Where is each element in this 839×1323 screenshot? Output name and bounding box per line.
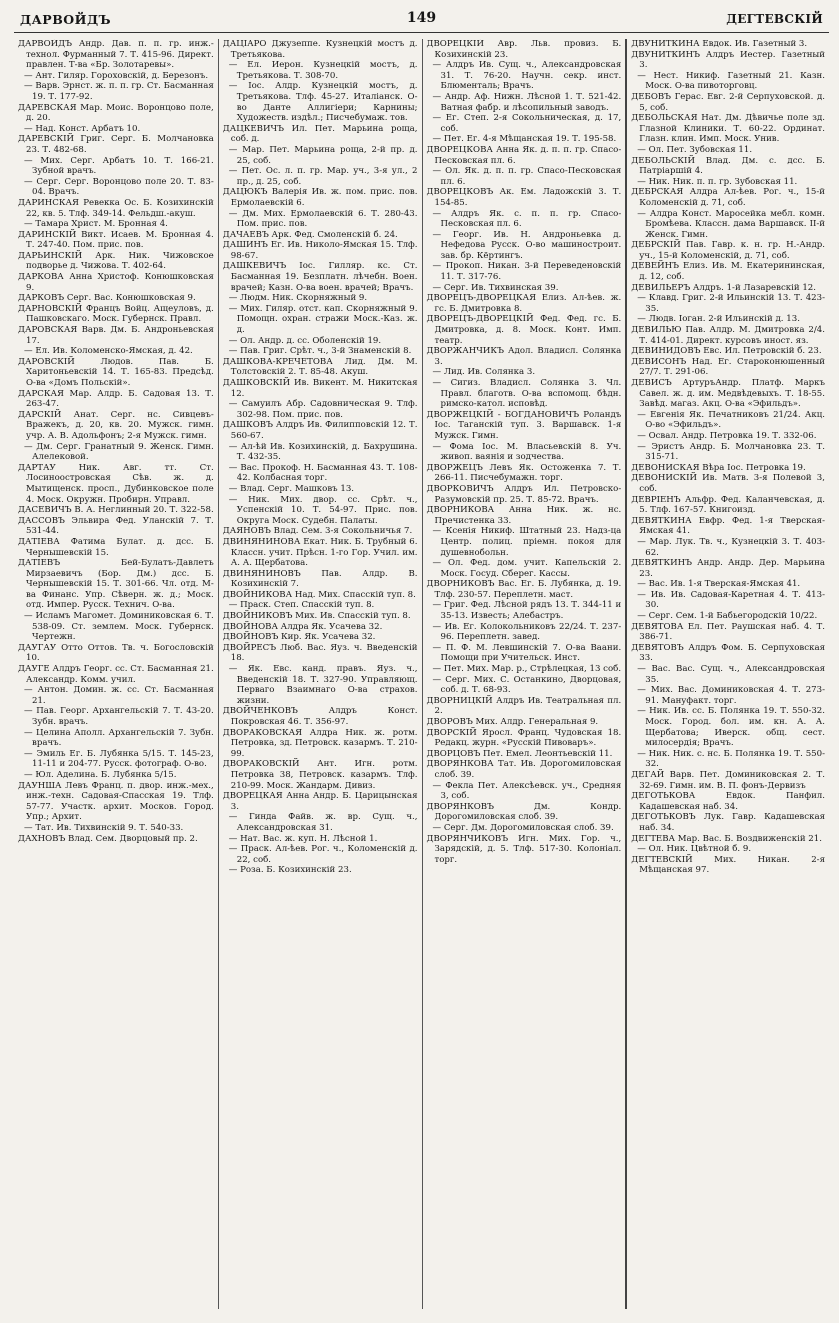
directory-entry: — Пет. Ос. л. п. гр. Мар. уч., 3-я ул., 2 пр., д. 25, соб. xyxy=(228,166,418,187)
directory-entry: ДЕГТЕВА Мар. Вас. Б. Воздвиженскій 21. xyxy=(631,833,822,844)
directory-entry: ДАЦІАРО Джузеппе. Кузнецкій мостъ д. Третьякова. xyxy=(222,39,418,60)
directory-entry: ДАРЕВСКАЯ Мар. Моис. Воронцово поле, д. 20. xyxy=(18,102,214,124)
directory-entry: ДВОРЖЕЦКІЙ - БОГДАНОВИЧЪ Роландъ Іос. Таганскій туп. 3. Варшавск. 1-я Мужск. Гимн. xyxy=(426,409,622,441)
directory-entry: ДАРСКАЯ Мар. Алдр. Б. Садовая 13. Т. 263-47. xyxy=(18,388,214,410)
directory-entry: — Мар. Пет. Марьина роща, 2-й пр. д. 25, соб. xyxy=(228,144,418,166)
directory-entry: ДВОРЕЦЪ-ДВОРЕЦКІЙ Фед. Фед. гс. Б. Дмитровка, д. 8. Моск. Конт. Имп. театр. xyxy=(426,314,622,346)
directory-entry: — Вас. Ив. 1-я Тверская-Ямская 41. xyxy=(637,579,801,590)
directory-entry: ДВОРЕЦКОВА Анна Як. д. п. п. гр. Спасо-Песковская пл. 6. xyxy=(426,144,622,166)
directory-entry: ДАРНОВСКІЙ Францъ Войц. Ащеуловъ, д. Пашковскаго. Моск. Губернск. Правл. xyxy=(18,303,214,325)
directory-entry: ДАШКЕВИЧЪ Іос. Гилляр. кс. Ст. Басманная 19. Безплатн. лѣчебн. Воен. врачей; Казн. О-ва воен. врачей; Врачъ. xyxy=(222,261,418,293)
directory-entry: — Мих. Гиляр. отст. кап. Скорняжный 9. Помощн. охран. стражи Моск.-Каз. ж. д. xyxy=(228,303,418,336)
directory-entry: ДАУГАУ Отто Оттов. Тв. ч. Богословскій 10. xyxy=(18,642,214,664)
directory-entry: — Серг. Ив. Тихвинская 39. xyxy=(432,282,559,293)
directory-entry: ДЕВЯТКИНА Евфр. Фед. 1-я Тверская-Ямская 41. xyxy=(631,515,825,537)
directory-entry: — Нест. Никиф. Газетный 21. Казн. Моск. О-ва пивоторговц. xyxy=(637,70,825,92)
directory-entry: — Серг. Серг. Воронцово поле 20. Т. 83-04. Врачъ. xyxy=(24,176,214,198)
directory-entry: ДВОРКОВИЧЪ Алдръ Ил. Петровско-Разумовскій пр. 25. Т. 85-72. Врачъ. xyxy=(426,483,622,505)
directory-entry: ДАЦЮКЪ Валерія Ив. ж. пом. прис. пов. Ермолаевскій 6. xyxy=(222,187,418,208)
directory-entry: ДАРОВСКАЯ Варв. Дм. Б. Андроньевская 17. xyxy=(18,325,214,346)
directory-entry: ДВОРЯНКОВА Тат. Ив. Дорогомиловская слоб. 39. xyxy=(426,759,622,780)
directory-entry: ДВОРНИЦКІЙ Алдръ Ив. Театральная пл. 2. xyxy=(426,695,622,717)
directory-entry: — Клавд. Григ. 2-й Ильинскій 13. Т. 423-35. xyxy=(637,293,825,314)
directory-entry: ДЕБОВЪ Герас. Евг. 2-й Серпуховской. д. 5, соб. xyxy=(631,91,825,113)
directory-entry: — Нат. Вас. ж. куп. Н. Лѣсной 1. xyxy=(228,833,378,844)
directory-entry: ДЕВИЛЬЮ Пав. Алдр. М. Дмитровка 2/4. Т. 414-01. Директ. курсовъ иност. яз. xyxy=(631,325,825,346)
directory-entry: — Роза. Б. Козихинскій 23. xyxy=(228,865,352,876)
directory-entry: — Исламъ Магомет. Доминиковская 6. Т. 538-09. Ст. землем. Моск. Губернск. Чертежн. xyxy=(24,611,214,643)
running-head-left: ДАРВОЙДЪ xyxy=(20,12,112,27)
directory-entry: ДВОРЦОВЪ Пет. Емел. Леонтьевскій 11. xyxy=(426,748,613,759)
directory-entry: ДВИНЯНИНОВА Екат. Ник. Б. Трубный 6. Классн. учит. Прѣсн. 1-го Гор. Учил. им. А. А. Щербатова. xyxy=(222,536,418,569)
directory-entry: — Ник. Мих. двор. сс. Срѣт. ч., Успенскій 10. Т. 54-97. Прис. пов. Округа Моск. Судебн. Палаты. xyxy=(228,494,418,526)
directory-entry: ДЕБОЛЬСКАЯ Нат. Дм. Дѣвичье поле зд. Глазной Клиники. Т. 60-22. Ординат. Глазн. клин. Имп. Моск. Унив. xyxy=(631,113,825,145)
directory-entry: — Алдръ Як. с. п. п. гр. Спасо-Песковская пл. 6. xyxy=(432,208,622,230)
directory-entry: ДАРОВСКІЙ Людов. Пав. Б. Харитоньевскій 14. Т. 165-83. Предсѣд. О-ва «Домъ Польскій». xyxy=(18,356,214,388)
directory-entry: — Ник. Ник. п. п. гр. Зубовская 11. xyxy=(637,176,798,187)
directory-entry: ДАХНОВЪ Влад. Сем. Дворцовый пр. 2. xyxy=(18,833,198,844)
directory-entry: — Ол. Ник. Цвѣтной б. 9. xyxy=(637,844,752,855)
directory-entry: ДВУНИТКИНЪ Алдръ Иестер. Газетный 3. xyxy=(631,49,825,71)
directory-entry: — Мих. Вас. Доминиковская 4. Т. 273-91. Мануфакт. торг. xyxy=(637,685,825,706)
directory-entry: ДАРКОВА Анна Христоф. Конюшковская 9. xyxy=(18,272,214,293)
directory-entry: ДАССОВЪ Эльвира Фед. Уланскій 7. Т. 531-44. xyxy=(18,515,214,537)
directory-entry: ДЕВЯТОВА Ел. Пет. Раушская наб. 4. Т. 386-71. xyxy=(631,621,825,643)
directory-entry: ДАРИНСКІЙ Викт. Исаев. М. Бронная 4. Т. 247-40. Пом. прис. пов. xyxy=(18,229,214,251)
directory-entry: ДАРКОВЪ Серг. Вас. Конюшковская 9. xyxy=(18,293,196,304)
directory-entry: ДАРТАУ Ник. Авг. тт. Ст. Лосиноостровская Сѣв. ж. д. Мытищенск. просп., Дубинковское поле 4. Моск. Окружн. Пробирн. Управл. xyxy=(18,462,214,505)
directory-entry: — Над. Конст. Арбатъ 10. xyxy=(24,123,141,134)
directory-entry: — Ел. Иерон. Кузнецкій мостъ, д. Третьякова. Т. 308-70. xyxy=(228,60,418,81)
directory-entry: — Евгенія Як. Печатниковъ 21/24. Акц. О-во «Эфильдъ». xyxy=(637,409,825,431)
column-1 xyxy=(14,39,218,1309)
directory-entry: — П. Ф. М. Левшинскій 7. О-ва Ваани. Помощи при Учительск. Инст. xyxy=(432,642,622,664)
directory-entry: ДАЧАЕВЪ Арк. Фед. Смоленскій б. 24. xyxy=(222,229,398,240)
directory-entry: ДВОРНИКОВА Анна Ник. ж. нс. Пречистенка 33. xyxy=(426,505,622,526)
directory-entry: ДАРЬИНСКІЙ Арк. Ник. Чижовское подворье д. Чижова. Т. 402-64. xyxy=(18,250,214,272)
directory-entry: ДВОЙНИКОВА Над. Мих. Спасскій туп. 8. xyxy=(222,589,416,600)
directory-entry: — Серг. Мих. С. Останкино, Дворцовая, соб. д. Т. 68-93. xyxy=(432,674,622,696)
directory-entry: ДВОРСКІЙ Яросл. Франц. Чудовская 18. Редакц. журн. «Русскій Пивоваръ». xyxy=(426,727,622,749)
directory-entry: — Ник. Ник. с. нс. Б. Полянка 19. Т. 550-32. xyxy=(637,748,825,770)
directory-entry: — Мих. Серг. Арбатъ 10. Т. 166-21. Зубной врачъ. xyxy=(24,155,214,177)
directory-entry: — Пет. Ег. 4-я Мѣщанская 19. Т. 195-58. xyxy=(432,134,617,145)
running-head-right: ДЕГТЕВСКІЙ xyxy=(726,12,823,26)
directory-entry: ДАСЕВИЧЪ В. А. Неглинный 20. Т. 322-58. xyxy=(18,505,214,516)
directory-entry: — Варв. Эрнст. ж. п. п. гр. Ст. Басманная 19. Т. 177-92. xyxy=(24,81,214,102)
directory-entry: ДВОРАКОВСКАЯ Алдра Ник. ж. ротм. Петровка, зд. Петровск. казармъ. Т. 210-99. xyxy=(222,727,418,759)
directory-entry: — Вас. Вас. Сущ. ч., Александровская 35. xyxy=(637,664,825,685)
directory-entry: — Лид. Ив. Солянка 3. xyxy=(432,367,536,378)
directory-entry: — Эмиль Ег. Б. Лубянка 5/15. Т. 145-23, 11-11 и 204-77. Русск. фотограф. О-во. xyxy=(24,748,214,770)
directory-entry: — Ив. Ег. Колокольниковъ 22/24. Т. 237-96. Переплетн. завед. xyxy=(432,621,622,643)
directory-entry: — Вас. Прокоф. Н. Басманная 43. Т. 108-42. Колбасная торг. xyxy=(228,462,418,484)
directory-entry: — Ол. Фед. дом. учит. Капельскій 2. Моск. Госуд. Сберег. Кассы. xyxy=(432,558,622,579)
directory-entry: — Серг. Сем. 1-й Бабьегородскій 10/22. xyxy=(637,611,818,622)
directory-entry: ДЕБРСКІЙ Пав. Гавр. к. н. гр. Н.-Андр. уч., 15-й Коломенскій, д. 71, соб. xyxy=(631,240,825,261)
column-4 xyxy=(625,39,829,1309)
column-2 xyxy=(218,39,422,1309)
directory-entry: — Ив. Ив. Садовая-Каретная 4. Т. 413-30. xyxy=(637,589,825,611)
directory-entry: ДАШКОВЪ Алдръ Ив. Филипповскій 12. Т. 560-67. xyxy=(222,420,418,441)
directory-entry: — Андр. Аф. Нижн. Лѣсной 1. Т. 521-42. Ватная фабр. и лѣсопильный заводъ. xyxy=(432,91,622,113)
directory-entry: — Гинда Файв. ж. вр. Сущ. ч., Александровская 31. xyxy=(228,812,418,833)
directory-entry: — Антон. Домин. ж. сс. Ст. Басманная 21. xyxy=(24,685,214,706)
directory-entry: ДАШКОВСКІЙ Ив. Викент. М. Никитская 12. xyxy=(222,378,418,399)
directory-entry: — Ег. Степ. 2-я Сокольническая, д. 17, соб. xyxy=(432,113,622,134)
directory-entry: — Самуилъ Абр. Садовническая 9. Тлф. 302-98. Пом. прис. пов. xyxy=(228,399,418,420)
directory-entry: — Ал-ѣй Ив. Козихинскій, д. Бахрушина. Т. 432-35. xyxy=(228,441,418,463)
directory-entry: ДАРВОЙДЪ Андр. Дав. п. п. гр. инж.-технол. Фурманный 7. Т. 415-96. Директ. правлен. Т-ва «Бр. Золотаревы». xyxy=(18,39,214,71)
directory-entry: — Тат. Ив. Тихвинскій 9. Т. 540-33. xyxy=(24,822,184,833)
directory-entry: ДАТІЕВА Фатима Булат. д. дсс. Б. Чернышевскій 15. xyxy=(18,536,214,558)
directory-entry: — Людв. Іоган. 2-й Ильинскій д. 13. xyxy=(637,314,800,325)
directory-entry: ДЕГОТЬКОВА Евдок. Панфил. Кадашевская наб. 34. xyxy=(631,791,825,812)
directory-entry: — Ник. Ив. сс. Б. Полянка 19. Т. 550-32. Моск. Город. бол. им. кн. А. А. Щербатова; Иверск. общ. сест. милосердія; Врачъ. xyxy=(637,706,825,749)
directory-entry: ДЕБРСКАЯ Алдра Ал-ѣев. Рог. ч., 15-й Коломенскій д. 71, соб. xyxy=(631,187,825,208)
directory-entry: — Дм. Мих. Ермолаевскій 6. Т. 280-43. Пом. прис. пов. xyxy=(228,208,418,230)
directory-entry: ДВОРЕЦКІЙ Авр. Льв. провиз. Б. Козихинскій 23. xyxy=(426,39,622,60)
directory-columns xyxy=(14,39,829,1309)
directory-entry: ДВОЙРЕСЪ Люб. Вас. Яуз. ч. Введенскій 18. xyxy=(222,642,418,664)
directory-entry: — Целина Аполл. Архангельскій 7. Зубн. врачъ. xyxy=(24,727,214,749)
directory-entry: — Серг. Дм. Дорогомиловская слоб. 39. xyxy=(432,822,614,833)
directory-entry: ДЕГОТЬКОВЪ Лук. Гавр. Кадашевская наб. 34. xyxy=(631,812,825,833)
directory-entry: — Ксенія Никиф. Штатный 23. Надз-ца Центр. полиц. пріемн. покоя для душевнобольн. xyxy=(432,526,622,558)
column-3 xyxy=(422,39,626,1309)
directory-entry: ДВОРЕЦЪ-ДВОРЕЦКАЯ Елиз. Ал-ѣев. ж. гс. Б. Дмитровка 8. xyxy=(426,293,622,314)
directory-entry: — Людм. Ник. Скорняжный 9. xyxy=(228,293,368,304)
directory-entry: — Як. Евс. канд. правъ. Яуз. ч., Введенскій 18. Т. 327-90. Управляющ. Перваго Взаимнаго О-ва страхов. жизни. xyxy=(228,664,418,706)
directory-entry: — Мар. Лук. Тв. ч., Кузнецкій 3. Т. 403-62. xyxy=(637,536,825,558)
directory-entry: ДВОЙНОВА Алдра Як. Усачева 32. xyxy=(222,621,383,632)
directory-entry: ДЕВЕЙНЪ Елиз. Ив. М. Екатерининская, д. 12, соб. xyxy=(631,261,825,283)
directory-entry: ДВОРОВЪ Мих. Алдр. Генеральная 9. xyxy=(426,717,599,727)
directory-entry: — Алдра Конст. Маросейка мебл. комн. Бромѣева. Классн. дама Варшавск. II-й Женск. Гимн. xyxy=(637,208,825,240)
directory-entry: — Праск. Степ. Спасскій туп. 8. xyxy=(228,600,375,611)
directory-entry: ДАУНША Левъ Франц. п. двор. инж.-мех., инж.-техн. Садовая-Спасская 19. Тлф. 57-77. Участк. архит. Москов. Город. Упр.; Архит. xyxy=(18,780,214,823)
directory-entry: ДВОЙНИКОВЪ Мих. Ив. Спасскій туп. 8. xyxy=(222,611,411,622)
directory-entry: ДЕГАЙ Варв. Пет. Доминиковская 2. Т. 32-69. Гимн. им. В. П. фонъ-Дервизъ xyxy=(631,769,825,791)
directory-entry: ДВОРЖАНЧИКЪ Адол. Владисл. Солянка 3. xyxy=(426,346,622,367)
directory-entry: ДВОРАКОВСКІЙ Ант. Игн. ротм. Петровка 38, Петровск. казармъ. Тлф. 210-99. Моск. Жандарм. Дивиз. xyxy=(222,759,418,791)
directory-entry: — Дм. Серг. Гранатный 9. Женск. Гимн. Алелековой. xyxy=(24,441,214,463)
directory-entry: — Пав. Георг. Архангельскій 7. Т. 43-20. Зубн. врачъ. xyxy=(24,706,214,727)
directory-entry: ДАРСКІЙ Анат. Серг. нс. Сивцевъ-Вражекъ, д. 20, кв. 20. Мужск. гимн. учр. А. В. Адольфонъ; 2-я Мужск. гимн. xyxy=(18,409,214,441)
directory-entry: ДВОЙНОВЪ Кир. Як. Усачева 32. xyxy=(222,632,376,643)
directory-entry: ДВОРЕЦКОВЪ Ак. Ем. Ладожскій 3. Т. 154-85. xyxy=(426,187,622,208)
directory-entry: ДЕВЯТКИНЪ Андр. Андр. Дер. Марьина 23. xyxy=(631,558,825,579)
directory-entry: ДВОЙЧЕНКОВЪ Алдръ Конст. Покровская 46. Т. 356-97. xyxy=(222,706,418,727)
directory-entry: — Юл. Аделина. Б. Лубянка 5/15. xyxy=(24,769,177,780)
directory-entry: ДЕГТЕВСКІЙ Мих. Никан. 2-я Мѣщанская 97. xyxy=(631,854,825,876)
directory-entry: — Ол. Як. д. п. п. гр. Спасо-Песковская пл. 6. xyxy=(432,166,622,187)
directory-entry: ДЕВИЛЬЕРЪ Алдръ. 1-й Лазаревскій 12. xyxy=(631,282,817,293)
directory-entry: ДЕВРІЕНЪ Альфр. Фед. Каланчевская, д. 5. Тлф. 167-57. Книгоизд. xyxy=(631,494,825,516)
directory-entry: ДЕВИНИДОВЪ Евс. Ил. Петровскій б. 23. xyxy=(631,346,822,357)
directory-entry: — Прокоп. Никан. 3-й Переведеновскій 11. Т. 317-76. xyxy=(432,261,622,283)
directory-entry: — Эристъ Андр. Б. Молчановка 23. Т. 315-71. xyxy=(637,441,825,463)
directory-entry: — Пет. Мих. Мар. р., Стрѣлецкая, 13 соб. xyxy=(432,664,622,675)
directory-entry: ДЕВЯТОВЪ Алдръ Фом. Б. Серпуховская 33. xyxy=(631,642,825,664)
directory-entry: — Ол. Пет. Зубовская 11. xyxy=(637,144,753,155)
directory-entry: ДЕБОЛЬСКІЙ Влад. Дм. с. дсс. Б. Патріаршій 4. xyxy=(631,155,825,177)
directory-entry: — Пав. Григ. Срѣт. ч., 3-й Знаменскій 8. xyxy=(228,346,412,357)
directory-entry: ДАУГЕ Алдръ Георг. сс. Ст. Басманная 21. Александр. Комм. учил. xyxy=(18,664,214,685)
directory-entry: ДЕВИСОНЪ Над. Ег. Староконюшенный 27/7. Т. 291-06. xyxy=(631,356,825,378)
directory-entry: — Ел. Ив. Коломенско-Ямская, д. 42. xyxy=(24,346,193,357)
directory-entry: ДВОРЕЦКАЯ Анна Андр. Б. Царицынская 3. xyxy=(222,791,418,812)
directory-entry: — Георг. Ив. Н. Андроньевка д. Нефедова Русск. О-во машиностроит. зав. бр. Кёртингъ. xyxy=(432,229,622,261)
directory-entry: ДЕВОНИСКІЙ Ив. Матв. 3-я Полевой 3, соб. xyxy=(631,473,825,494)
directory-entry: — Тамара Христ. М. Бронная 4. xyxy=(24,219,168,230)
directory-entry: ДАРЕВСКІЙ Григ. Серг. Б. Молчановка 23. Т. 482-68. xyxy=(18,134,214,155)
directory-entry: ДВУНИТКИНА Евдок. Ив. Газетный 3. xyxy=(631,39,808,49)
directory-entry: — Сигиз. Владисл. Солянка 3. Чл. Правл. благотв. О-ва вспомощ. бѣдн. римско-катол. исповѣд. xyxy=(432,378,622,410)
directory-entry: ДВОРЯНЧИКОВЪ Игн. Мих. Гор. ч., Зарядскій, д. 5. Тлф. 517-30. Колоніал. торг. xyxy=(426,833,622,865)
directory-entry: — Праск. Ал-ѣев. Рог. ч., Коломенскій д. 22, соб. xyxy=(228,844,418,865)
directory-entry: ДВИНЯНИНОВЪ Пав. Алдр. В. Козихинскій 7. xyxy=(222,568,418,590)
directory-entry: — Освал. Андр. Петровка 19. Т. 332-06. xyxy=(637,430,817,441)
directory-entry: — Алдръ Ив. Сущ. ч., Александровская 31. Т. 76-20. Научн. секр. инст. Блюменталь; Врачъ. xyxy=(432,60,622,92)
directory-entry: — Ант. Гиляр. Гороховскій, д. Березонъ. xyxy=(24,70,209,81)
directory-entry: ДАЯНОВЪ Влад. Сем. 3-я Сокольничья 7. xyxy=(222,526,413,537)
directory-entry: — Фома Іос. М. Власьевскій 8. Уч. живоп. ваянія и зодчества. xyxy=(432,441,622,463)
page-header xyxy=(14,8,829,33)
directory-entry: ДАШКОВА-КРЕЧЕТОВА Лид. Дм. М. Толстовскій 2. Т. 85-48. Акуш. xyxy=(222,356,418,378)
page-number: 149 xyxy=(406,10,437,26)
directory-entry: — Влад. Серг. Машковъ 13. xyxy=(228,483,355,494)
directory-entry: — Ол. Андр. д. сс. Оболенскій 19. xyxy=(228,335,382,346)
directory-entry: ДВОРЯНКОВЪ Дм. Кондр. Дорогомиловская слоб. 39. xyxy=(426,801,622,823)
directory-entry: ДАРИНСКАЯ Ревекка Ос. Б. Козихинскій 22, кв. 5. Тлф. 349-14. Фельдш.-акуш. xyxy=(18,197,214,219)
directory-entry: — Фекла Пет. Алексѣевск. уч., Средняя 3, соб. xyxy=(432,780,622,802)
directory-entry: — Григ. Фед. Лѣсной рядъ 13. Т. 344-11 и 35-13. Известь; Алебастръ. xyxy=(432,600,622,622)
directory-entry: ДАШИНЪ Ег. Ив. Николо-Ямская 15. Тлф. 98-67. xyxy=(222,240,418,261)
directory-entry: ДЕВИСЪ АртуръАндр. Платф. Маркъ Савел. ж. д. им. Медвѣдевыхъ. Т. 18-55. Завѣд. магаз. Акц. О-ва «Эфильдъ». xyxy=(631,378,825,410)
directory-entry: ДАЦКЕВИЧЪ Ил. Пет. Марьина роща, соб. д. xyxy=(222,123,418,145)
directory-entry: — Іос. Алдр. Кузнецкій мостъ, д. Третьякова. Тлф. 45-27. Италіанск. О-во Данте Аллигіери; Карнины; Художеств. издѣл.; Писчебумаж. тов. xyxy=(228,81,418,124)
directory-entry: ДЕВОНИСКАЯ Вѣра Іос. Петровка 19. xyxy=(631,462,806,473)
directory-entry: ДВОРНИКОВЪ Вас. Ег. Б. Лубянка, д. 19. Тлф. 230-57. Переплетн. маст. xyxy=(426,579,622,600)
directory-entry: ДВОРЖЕЦЪ Левъ Як. Остоженка 7. Т. 266-11. Писчебумажн. торг. xyxy=(426,462,622,484)
directory-entry: ДАТІЕВЪ Бей-Булатъ-Давлетъ Мирзаевичъ (Бор. Дм.) дсс. Б. Чернышевскій 15. Т. 301-66. Чл. отд. М-ва Финанс. Упр. Сѣверн. ж. д.; Моск. отд. Импер. Русск. Технич. О-ва. xyxy=(18,558,214,611)
